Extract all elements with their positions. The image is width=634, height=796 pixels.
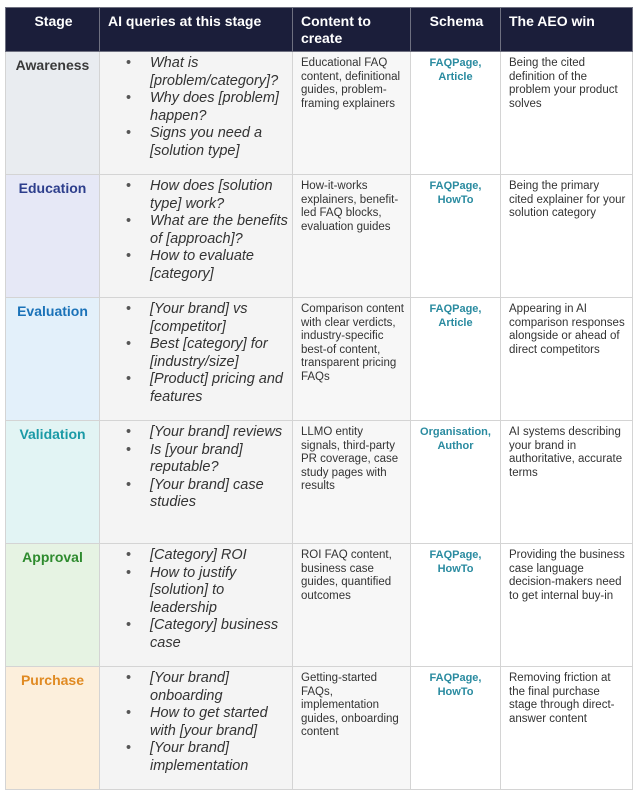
- stage-cell: Validation: [6, 421, 100, 544]
- table-row: [6, 52, 633, 175]
- aeo-win-cell: Being the cited definition of the problem your product solves: [501, 52, 633, 175]
- stage-cell: Purchase: [6, 667, 100, 790]
- stage-cell: Evaluation: [6, 298, 100, 421]
- content-cell: LLMO entity signals, third-party PR coverage, case study pages with results: [293, 421, 411, 544]
- aeo-win-cell: AI systems describing your brand in authoritative, accurate terms: [501, 421, 633, 544]
- header-queries: AI queries at this stage: [100, 8, 293, 52]
- query-item: • Is [your brand] reputable?: [150, 442, 288, 477]
- aeo-win-cell: Providing the business case language decision-makers need to get internal buy-in: [501, 544, 633, 667]
- header-content: Content to create: [293, 8, 411, 52]
- query-item: • [Your brand] onboarding: [150, 670, 288, 705]
- table-row: [6, 421, 633, 544]
- query-item: • [Category] business case: [150, 617, 288, 652]
- content-cell: Getting-started FAQs, implementation guides, onboarding content: [293, 667, 411, 790]
- aeo-win-cell: Appearing in AI comparison responses alongside or ahead of direct competitors: [501, 298, 633, 421]
- queries-cell: [100, 667, 293, 790]
- query-item: • How does [solution type] work?: [150, 178, 288, 213]
- queries-cell: [100, 421, 293, 544]
- query-item: • Signs you need a [solution type]: [150, 125, 288, 160]
- query-item: • What is [problem/category]?: [150, 55, 288, 90]
- schema-cell: FAQPage, HowTo: [411, 667, 501, 790]
- query-item: • [Your brand] implementation: [150, 740, 288, 775]
- queries-list: [100, 424, 292, 512]
- schema-cell: FAQPage, HowTo: [411, 175, 501, 298]
- header-stage: Stage: [6, 8, 100, 52]
- queries-list: [100, 547, 292, 652]
- schema-cell: FAQPage, Article: [411, 298, 501, 421]
- queries-cell: [100, 544, 293, 667]
- stage-cell: Approval: [6, 544, 100, 667]
- query-item: • [Your brand] case studies: [150, 477, 288, 512]
- table-row: [6, 544, 633, 667]
- query-item: • What are the benefits of [approach]?: [150, 213, 288, 248]
- header-schema: Schema: [411, 8, 501, 52]
- query-item: • [Product] pricing and features: [150, 371, 288, 406]
- table-row: [6, 298, 633, 421]
- schema-cell: Organisation, Author: [411, 421, 501, 544]
- content-cell: How-it-works explainers, benefit-led FAQ blocks, evaluation guides: [293, 175, 411, 298]
- query-item: • How to evaluate [category]: [150, 248, 288, 283]
- queries-cell: [100, 298, 293, 421]
- queries-list: [100, 670, 292, 775]
- table-row: [6, 175, 633, 298]
- queries-list: [100, 178, 292, 283]
- queries-list: [100, 55, 292, 160]
- stage-cell: Education: [6, 175, 100, 298]
- table-row: [6, 667, 633, 790]
- query-item: • [Your brand] reviews: [150, 424, 288, 442]
- header-win: The AEO win: [501, 8, 633, 52]
- query-item: • [Category] ROI: [150, 547, 288, 565]
- aeo-win-cell: Being the primary cited explainer for your solution category: [501, 175, 633, 298]
- queries-cell: [100, 52, 293, 175]
- stage-cell: Awareness: [6, 52, 100, 175]
- schema-cell: FAQPage, Article: [411, 52, 501, 175]
- queries-list: [100, 301, 292, 406]
- content-cell: Educational FAQ content, definitional guides, problem-framing explainers: [293, 52, 411, 175]
- content-cell: Comparison content with clear verdicts, industry-specific best-of content, transparent pricing FAQs: [293, 298, 411, 421]
- queries-cell: [100, 175, 293, 298]
- aeo-funnel-table: [5, 7, 633, 790]
- aeo-win-cell: Removing friction at the final purchase stage through direct-answer content: [501, 667, 633, 790]
- query-item: • [Your brand] vs [competitor]: [150, 301, 288, 336]
- header-row: [6, 8, 633, 52]
- query-item: • Best [category] for [industry/size]: [150, 336, 288, 371]
- query-item: • How to justify [solution] to leadership: [150, 565, 288, 618]
- content-cell: ROI FAQ content, business case guides, quantified outcomes: [293, 544, 411, 667]
- query-item: • How to get started with [your brand]: [150, 705, 288, 740]
- query-item: • Why does [problem] happen?: [150, 90, 288, 125]
- schema-cell: FAQPage, HowTo: [411, 544, 501, 667]
